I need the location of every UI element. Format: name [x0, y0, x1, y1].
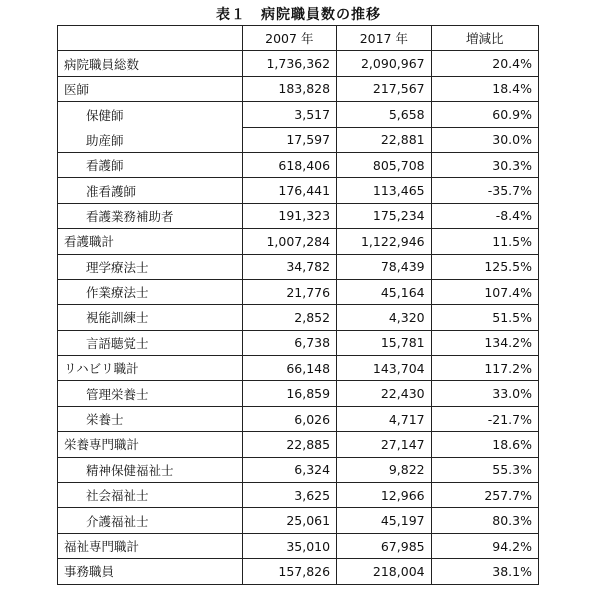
- value-2007: 6,738: [242, 330, 337, 355]
- header-ratio: 増減比: [431, 26, 538, 51]
- value-2007: 2,852: [242, 305, 337, 330]
- table-row: [58, 533, 539, 558]
- value-2017: 217,567: [337, 76, 432, 101]
- row-label: 助産師: [58, 127, 243, 152]
- change-ratio: 20.4%: [431, 51, 538, 76]
- row-label: 事務職員: [58, 559, 243, 584]
- change-ratio: 33.0%: [431, 381, 538, 406]
- row-label: 作業療法士: [58, 279, 243, 304]
- change-ratio: -35.7%: [431, 178, 538, 203]
- value-2007: 1,736,362: [242, 51, 337, 76]
- value-2017: 175,234: [337, 203, 432, 228]
- value-2007: 66,148: [242, 356, 337, 381]
- change-ratio: 51.5%: [431, 305, 538, 330]
- value-2007: 6,324: [242, 457, 337, 482]
- change-ratio: 80.3%: [431, 508, 538, 533]
- change-ratio: 94.2%: [431, 533, 538, 558]
- change-ratio: 117.2%: [431, 356, 538, 381]
- value-2017: 4,717: [337, 406, 432, 431]
- row-label: 理学療法士: [58, 254, 243, 279]
- value-2007: 16,859: [242, 381, 337, 406]
- table-title: 表１ 病院職員数の推移: [216, 7, 381, 23]
- sub-table-row: [58, 203, 539, 228]
- table-row: [58, 229, 539, 254]
- value-2017: 113,465: [337, 178, 432, 203]
- row-label: 精神保健福祉士: [58, 457, 243, 482]
- value-2017: 45,164: [337, 279, 432, 304]
- row-label: 福祉専門職計: [58, 533, 243, 558]
- sub-table-row: [58, 483, 539, 508]
- table-row: [58, 356, 539, 381]
- value-2007: 183,828: [242, 76, 337, 101]
- table-row: [58, 432, 539, 457]
- change-ratio: 107.4%: [431, 279, 538, 304]
- sub-table-row: [58, 457, 539, 482]
- change-ratio: 134.2%: [431, 330, 538, 355]
- row-label: 保健師: [58, 102, 243, 127]
- row-label: 管理栄養士: [58, 381, 243, 406]
- value-2007: 618,406: [242, 152, 337, 177]
- value-2017: 2,090,967: [337, 51, 432, 76]
- value-2007: 34,782: [242, 254, 337, 279]
- sub-table-row: [58, 152, 539, 177]
- value-2007: 21,776: [242, 279, 337, 304]
- row-label: 栄養専門職計: [58, 432, 243, 457]
- value-2007: 6,026: [242, 406, 337, 431]
- row-label: 視能訓練士: [58, 305, 243, 330]
- sub-table-row: [58, 102, 539, 127]
- change-ratio: 55.3%: [431, 457, 538, 482]
- row-label: 言語聴覚士: [58, 330, 243, 355]
- table-row: [58, 559, 539, 584]
- value-2007: 3,625: [242, 483, 337, 508]
- value-2007: 176,441: [242, 178, 337, 203]
- sub-table-row: [58, 127, 539, 152]
- row-label: 准看護師: [58, 178, 243, 203]
- header-row: [58, 26, 539, 51]
- row-label: 看護師: [58, 152, 243, 177]
- change-ratio: 30.0%: [431, 127, 538, 152]
- value-2017: 67,985: [337, 533, 432, 558]
- table-row: [58, 51, 539, 76]
- sub-table-row: [58, 330, 539, 355]
- value-2017: 12,966: [337, 483, 432, 508]
- value-2017: 22,430: [337, 381, 432, 406]
- value-2017: 1,122,946: [337, 229, 432, 254]
- table-row: [58, 76, 539, 101]
- value-2017: 218,004: [337, 559, 432, 584]
- value-2007: 191,323: [242, 203, 337, 228]
- value-2017: 22,881: [337, 127, 432, 152]
- value-2017: 78,439: [337, 254, 432, 279]
- row-label: 看護業務補助者: [58, 203, 243, 228]
- value-2007: 157,826: [242, 559, 337, 584]
- sub-table-row: [58, 406, 539, 431]
- value-2007: 35,010: [242, 533, 337, 558]
- staff-table: [57, 25, 539, 585]
- row-label: 介護福祉士: [58, 508, 243, 533]
- change-ratio: 11.5%: [431, 229, 538, 254]
- row-label: 医師: [58, 76, 243, 101]
- value-2007: 22,885: [242, 432, 337, 457]
- change-ratio: 60.9%: [431, 102, 538, 127]
- value-2017: 143,704: [337, 356, 432, 381]
- table-body: [58, 51, 539, 584]
- sub-table-row: [58, 254, 539, 279]
- header-2007: 2007 年: [242, 26, 337, 51]
- value-2017: 805,708: [337, 152, 432, 177]
- row-label: 病院職員総数: [58, 51, 243, 76]
- sub-table-row: [58, 178, 539, 203]
- sub-table-row: [58, 279, 539, 304]
- change-ratio: 18.6%: [431, 432, 538, 457]
- value-2017: 27,147: [337, 432, 432, 457]
- value-2007: 25,061: [242, 508, 337, 533]
- value-2017: 4,320: [337, 305, 432, 330]
- change-ratio: -8.4%: [431, 203, 538, 228]
- change-ratio: 257.7%: [431, 483, 538, 508]
- value-2017: 45,197: [337, 508, 432, 533]
- change-ratio: 18.4%: [431, 76, 538, 101]
- value-2017: 9,822: [337, 457, 432, 482]
- change-ratio: 38.1%: [431, 559, 538, 584]
- change-ratio: -21.7%: [431, 406, 538, 431]
- sub-table-row: [58, 305, 539, 330]
- value-2007: 17,597: [242, 127, 337, 152]
- change-ratio: 125.5%: [431, 254, 538, 279]
- value-2017: 15,781: [337, 330, 432, 355]
- row-label: 看護職計: [58, 229, 243, 254]
- value-2007: 1,007,284: [242, 229, 337, 254]
- sub-table-row: [58, 508, 539, 533]
- value-2017: 5,658: [337, 102, 432, 127]
- header-label-cell: [58, 26, 243, 51]
- header-2017: 2017 年: [337, 26, 432, 51]
- value-2007: 3,517: [242, 102, 337, 127]
- sub-table-row: [58, 381, 539, 406]
- row-label: 社会福祉士: [58, 483, 243, 508]
- change-ratio: 30.3%: [431, 152, 538, 177]
- row-label: 栄養士: [58, 406, 243, 431]
- row-label: リハビリ職計: [58, 356, 243, 381]
